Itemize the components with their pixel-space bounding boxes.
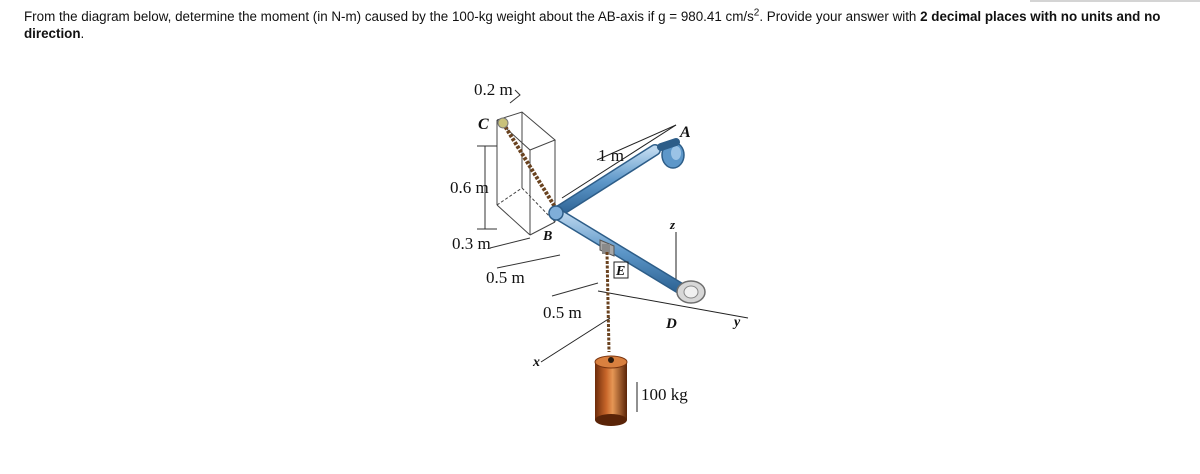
label-dim-x-offset: 0.5 m [486,268,525,287]
label-axis-z: z [670,217,676,232]
cable-e-weight [607,252,609,352]
label-point-b: B [543,229,553,244]
label-mass: 100 kg [641,385,688,404]
unit-exponent: 2 [753,7,760,19]
question-emphasis: 2 decimal places with no units and no direction [24,9,1161,41]
bearing-d [677,281,705,303]
label-point-e: E [616,264,626,279]
label-dim-e-offset: 0.5 m [543,303,582,322]
label-axis-x: x [533,355,540,370]
question-end: . [80,26,85,41]
label-point-c: C [478,116,489,133]
label-axis-y: y [734,315,741,330]
frame-box [497,112,555,235]
label-dim-b-offset: 0.3 m [452,234,491,253]
label-point-a: A [680,124,691,141]
y-axis-line [598,291,748,318]
label-dim-ab-length: 1 m [598,146,624,165]
label-dim-c: 0.2 m [474,80,513,99]
x-axis-line [541,318,610,362]
weight-100kg [595,356,627,426]
anchor-c [498,118,508,128]
question-part1: From the diagram below, determine the moment (in N-m) caused by the 100-kg weight about the AB-axis if g = 980.41 cm/s [24,9,754,24]
label-point-d: D [666,316,677,332]
question-part2: . Provide your answer with [759,9,921,24]
joint-b [549,206,563,220]
label-dim-height: 0.6 m [450,178,489,197]
